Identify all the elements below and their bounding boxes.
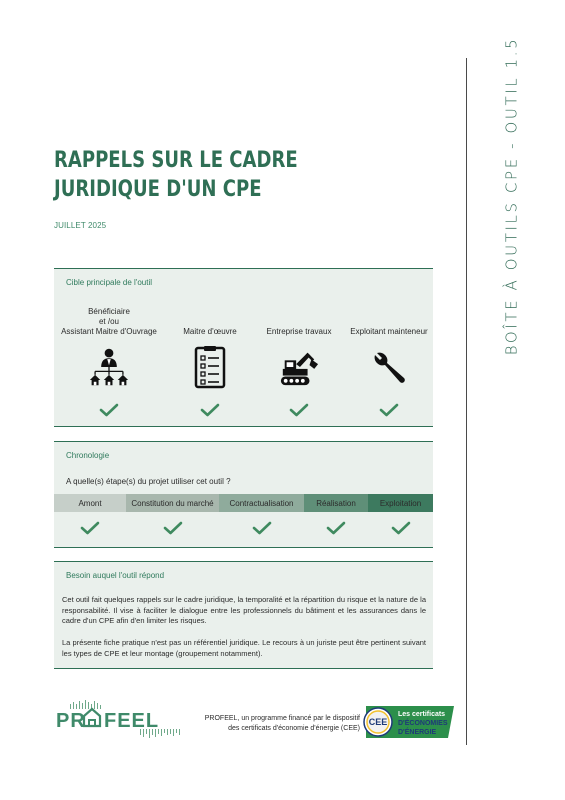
- step-check: [304, 518, 368, 538]
- publication-date: JUILLET 2025: [54, 221, 107, 230]
- target-maintenance: [339, 307, 439, 417]
- chronology-heading: Chronologie: [66, 451, 110, 460]
- need-heading: Besoin auquel l'outil répond: [66, 571, 165, 580]
- target-label: [59, 307, 159, 337]
- footer-text-line-1: PROFEEL, un programme financé par le dispositif: [204, 715, 360, 722]
- chronology-panel: [54, 441, 433, 548]
- target-label-line: Maitre d'œuvre: [183, 327, 237, 336]
- step-constitution: Constitution du marché: [126, 494, 219, 512]
- check-icon: [200, 403, 220, 417]
- target-panel: [54, 268, 433, 427]
- clipboard-checklist-icon: [190, 345, 230, 389]
- target-label: [160, 307, 260, 337]
- step-check: [54, 518, 126, 538]
- check-icon: [391, 521, 411, 535]
- cee-badge: CEE: [368, 717, 388, 727]
- step-amont: Amont: [54, 494, 126, 512]
- cee-line-3: D'ÉNERGIE: [398, 729, 437, 736]
- step-check: [219, 518, 304, 538]
- chronology-question: A quelle(s) étape(s) du projet utiliser cet outil ?: [66, 477, 231, 486]
- target-architect: [160, 307, 260, 417]
- svg-text:PR: PR: [56, 710, 86, 732]
- check-icon: [163, 521, 183, 535]
- excavator-icon: [279, 345, 319, 389]
- target-label-line: Assistant Maitre d'Ouvrage: [61, 327, 157, 336]
- page-title: [54, 146, 316, 204]
- check-icon: [379, 403, 399, 417]
- target-beneficiary: [59, 307, 159, 417]
- svg-text:FEEL: FEEL: [104, 710, 160, 732]
- step-check: [368, 518, 433, 538]
- cee-line-2: D'ÉCONOMIES: [398, 720, 448, 727]
- need-panel: [54, 561, 433, 669]
- chronology-steps: [54, 494, 433, 512]
- check-icon: [289, 403, 309, 417]
- wrench-icon: [369, 345, 409, 389]
- target-label: [249, 307, 349, 337]
- side-title: BOÎTE À OUTILS CPE - OUTIL 1.5: [502, 36, 521, 356]
- target-contractor: [249, 307, 349, 417]
- chronology-checks: [54, 518, 433, 538]
- target-label-line: Bénéficiaire: [88, 307, 130, 316]
- footer-text-line-2: des certificats d'économie d'énergie (CEE): [228, 725, 360, 732]
- side-title-container: [497, 36, 525, 356]
- people-hierarchy-icon: [89, 345, 129, 389]
- cee-line-1: Les certificats: [398, 711, 446, 718]
- step-realisation: Réalisation: [304, 494, 368, 512]
- step-check: [126, 518, 219, 538]
- target-label-line: et /ou: [98, 317, 119, 326]
- step-contractualisation: Contractualisation: [219, 494, 304, 512]
- check-icon: [80, 521, 100, 535]
- vertical-divider: [466, 58, 467, 745]
- need-paragraph-1: Cet outil fait quelques rappels sur le cadre juridique, la temporalité et la répartition du risque et la nature de la responsabilité. Il vise à faciliter le dialogue entre les professionnels du bâtiment et les assurances dans le cadre d'un CPE afin d'en limiter les risques.: [62, 595, 426, 625]
- page-title-line-1: RAPPELS SUR LE CADRE: [54, 148, 298, 173]
- check-icon: [326, 521, 346, 535]
- page-title-line-2: JURIDIQUE D'UN CPE: [54, 177, 262, 202]
- profeel-logo: [54, 696, 184, 741]
- need-paragraph-2: La présente fiche pratique n'est pas un référentiel juridique. Le recours à un juriste peut être pertinent suivant les types de CPE et leur montage (groupement notamment).: [62, 638, 426, 658]
- target-panel-heading: Cible principale de l'outil: [66, 278, 153, 287]
- target-label-line: Exploitant mainteneur: [350, 327, 428, 336]
- check-icon: [99, 403, 119, 417]
- target-label: [339, 307, 439, 337]
- check-icon: [252, 521, 272, 535]
- target-label-line: Entreprise travaux: [266, 327, 332, 336]
- step-exploitation: Exploitation: [368, 494, 433, 512]
- footer-text: [190, 714, 360, 734]
- cee-logo: [362, 704, 458, 740]
